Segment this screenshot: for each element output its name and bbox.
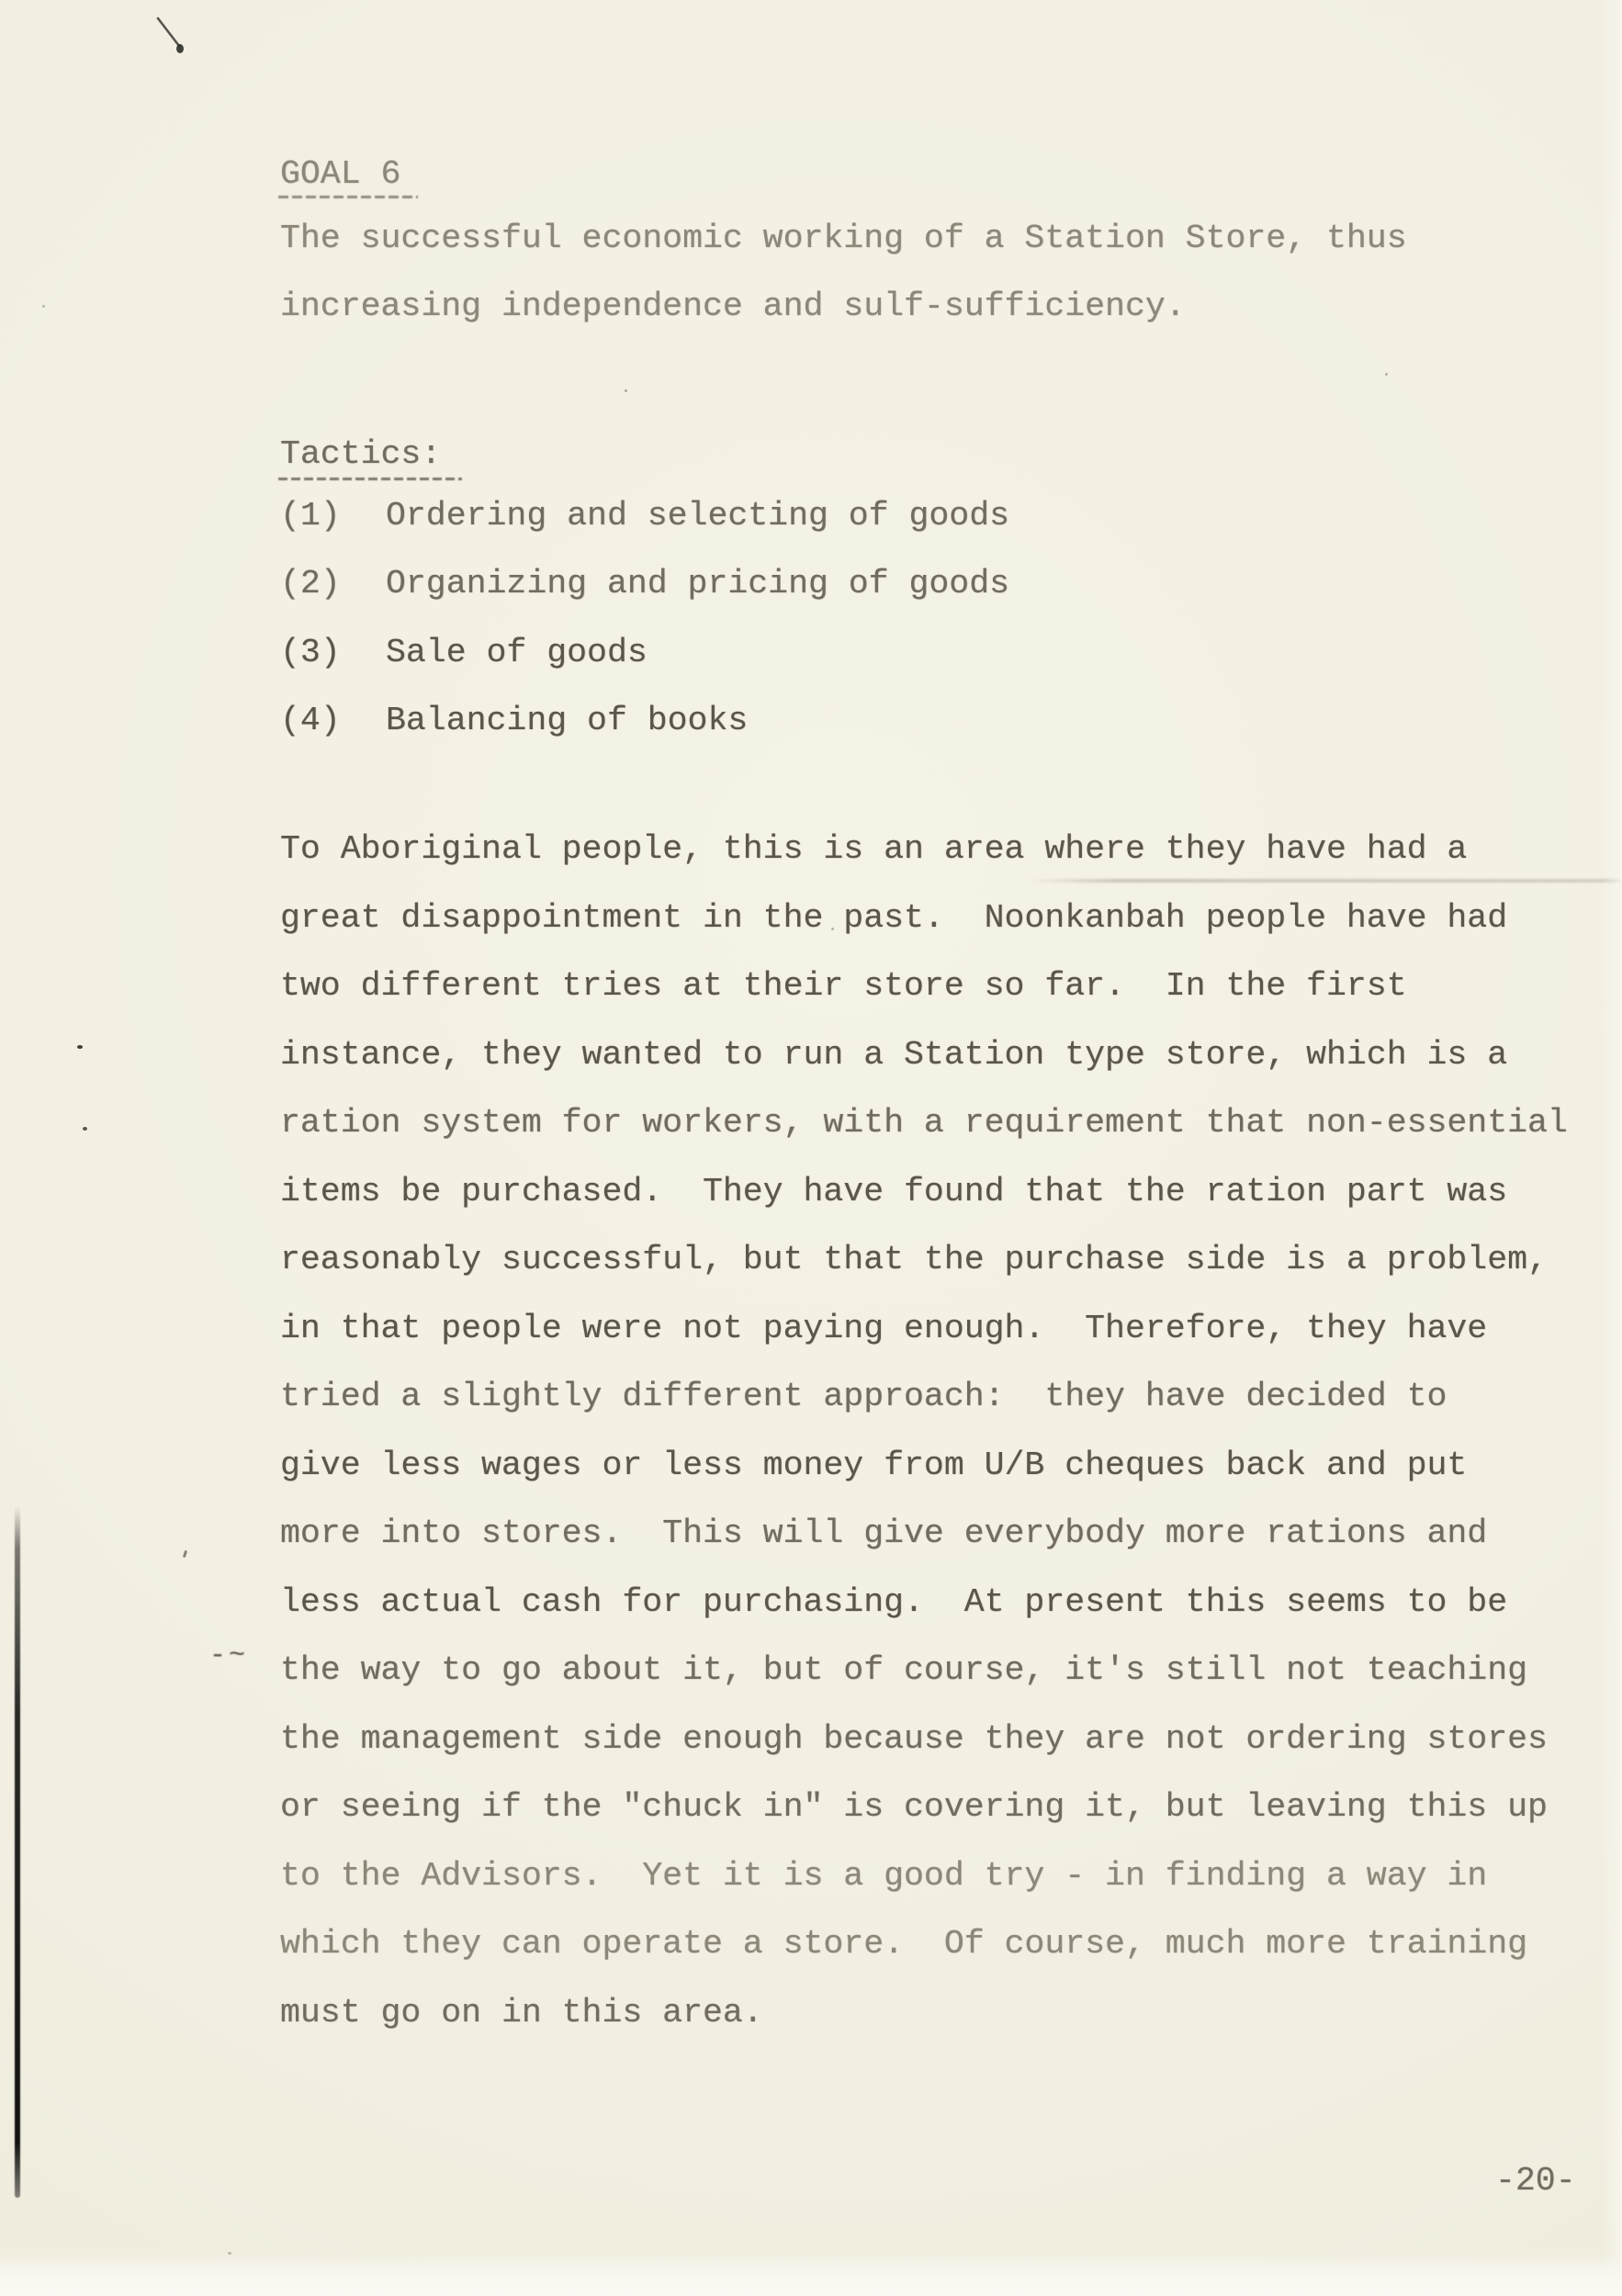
goal-heading-underline <box>278 196 418 198</box>
page-number: -20- <box>1495 2162 1576 2200</box>
tactic-item-text: Organizing and pricing of goods <box>386 565 1010 602</box>
tactic-item <box>280 564 1009 604</box>
body-line: reasonably successful, but that the purchase side is a problem, <box>280 1241 1548 1278</box>
margin-annotation: -~ <box>209 1640 249 1671</box>
tactic-item <box>280 701 748 741</box>
tactic-item-text: Ordering and selecting of goods <box>386 497 1010 535</box>
body-line: To Aboriginal people, this is an area where they have had a <box>280 830 1468 868</box>
tactic-item-number: (4) <box>280 702 341 739</box>
tactic-item-text: Sale of goods <box>386 634 648 671</box>
body-line: in that people were not paying enough. Therefore, they have <box>280 1310 1488 1347</box>
tactic-item-number: (3) <box>280 634 341 671</box>
body-line: instance, they wanted to run a Station type store, which is a <box>280 1036 1508 1074</box>
paper-bottom-edge <box>0 2254 1622 2296</box>
tactics-heading: Tactics: <box>280 435 442 473</box>
body-line: more into stores. This will give everybody more rations and <box>280 1514 1488 1552</box>
tactics-heading-underline <box>278 478 462 480</box>
paper-right-edge <box>1602 0 1622 2296</box>
tactic-item-text: Balancing of books <box>386 702 749 739</box>
tactic-item <box>280 633 648 673</box>
body-line: two different tries at their store so far. In the first <box>280 967 1407 1005</box>
body-line: tried a slightly different approach: they have decided to <box>280 1378 1447 1415</box>
tactic-item <box>280 496 1009 536</box>
body-line: give less wages or less money from U/B cheques back and put <box>280 1446 1468 1484</box>
body-line: great disappointment in the past. Noonkanbah people have had <box>280 899 1508 937</box>
tactic-item-number: (2) <box>280 565 341 602</box>
body-line: must go on in this area. <box>280 1994 763 2032</box>
body-line: the way to go about it, but of course, it's still not teaching <box>280 1651 1528 1689</box>
body-line: ration system for workers, with a requirement that non-essential <box>280 1104 1568 1142</box>
tactic-item-number: (1) <box>280 497 341 535</box>
body-line: items be purchased. They have found that the ration part was <box>280 1173 1508 1210</box>
goal-text-line: increasing independence and sulf-sufficiency. <box>280 287 1186 325</box>
goal-heading: GOAL 6 <box>280 155 401 193</box>
body-line: less actual cash for purchasing. At present this seems to be <box>280 1583 1508 1621</box>
body-line: which they can operate a store. Of course, much more training <box>280 1925 1528 1963</box>
goal-text-line: The successful economic working of a Station Store, thus <box>280 219 1407 257</box>
body-line: the management side enough because they are not ordering stores <box>280 1720 1548 1758</box>
body-line: to the Advisors. Yet it is a good try - in finding a way in <box>280 1857 1488 1895</box>
body-line: or seeing if the "chuck in" is covering it, but leaving this up <box>280 1788 1548 1826</box>
